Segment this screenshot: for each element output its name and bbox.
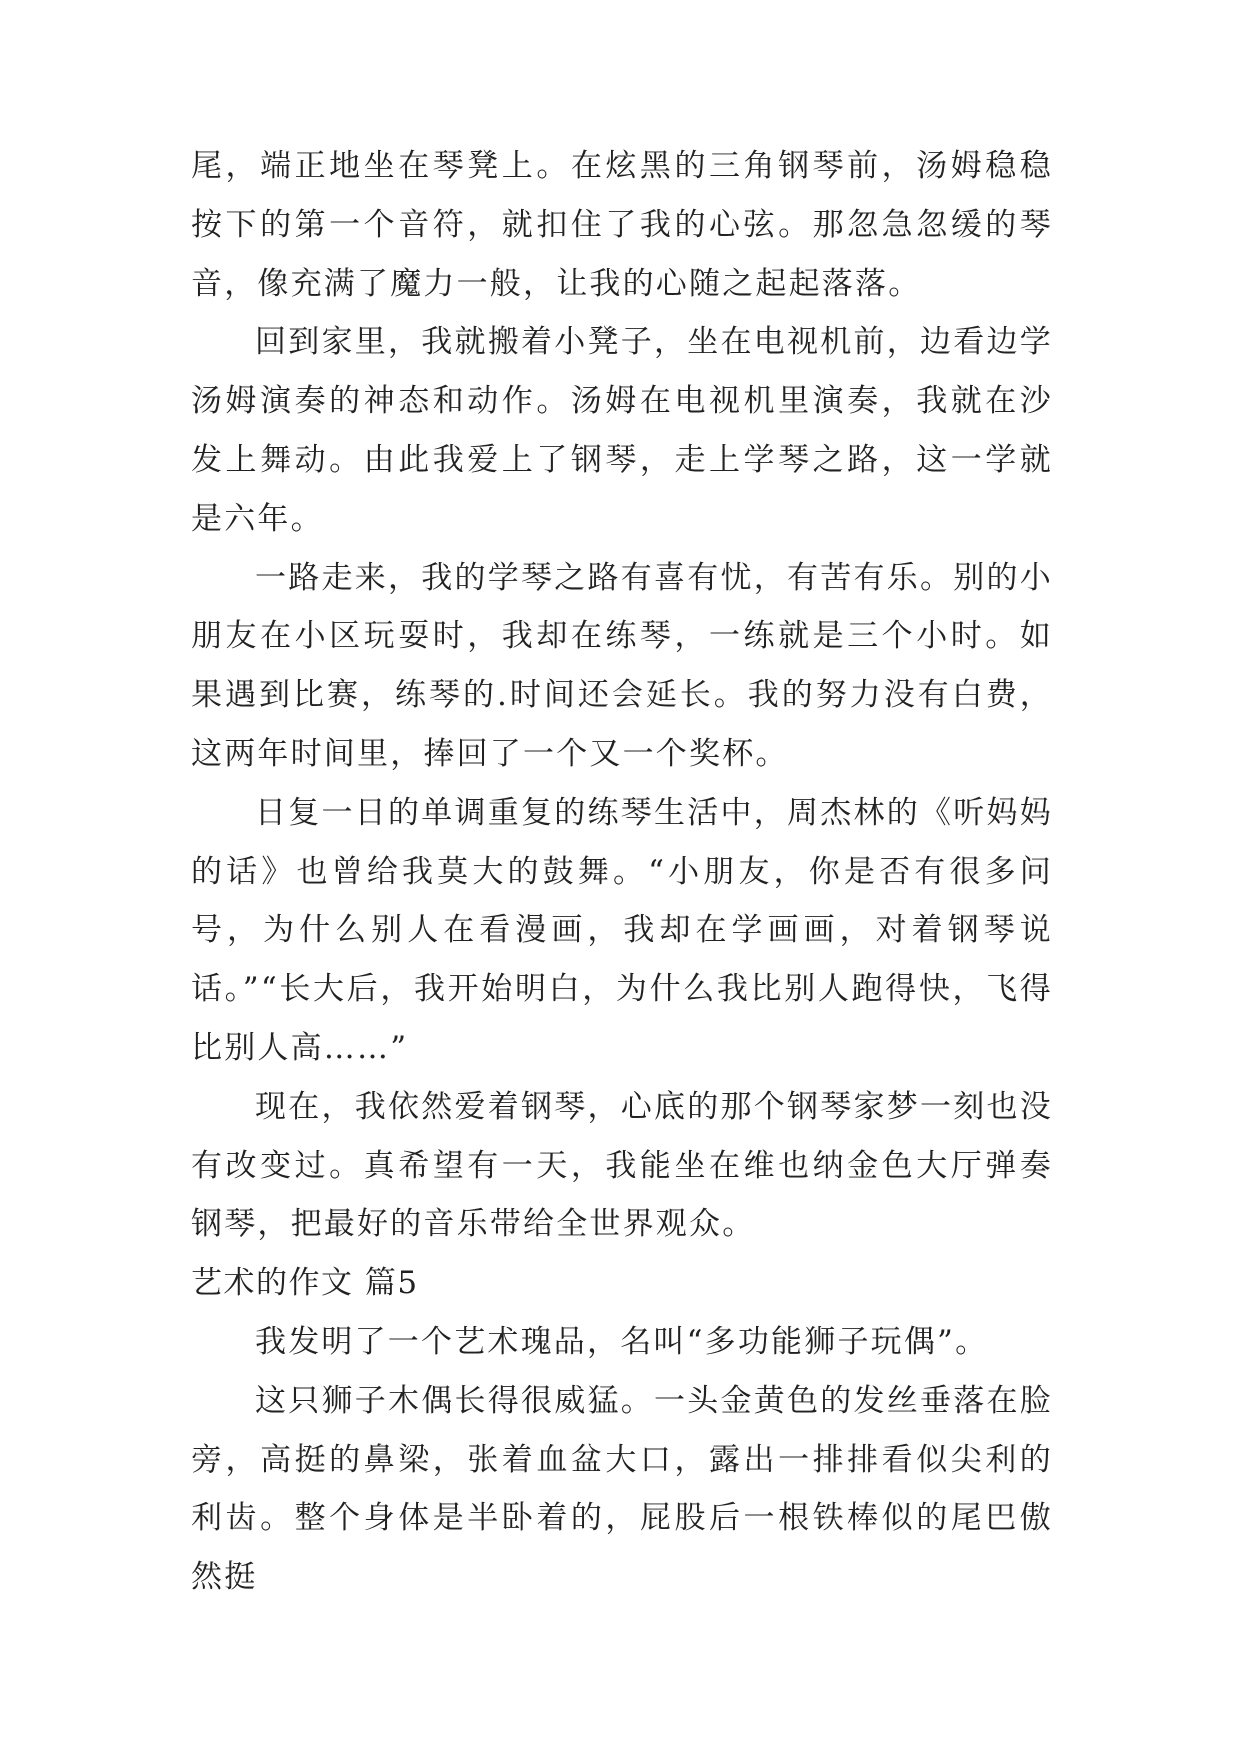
paragraph: 回到家里，我就搬着小凳子，坐在电视机前，边看边学汤姆演奏的神态和动作。汤姆在电视机里演奏，我就在沙发上舞动。由此我爱上了钢琴，走上学琴之路，这一学就是六年。 <box>191 324 1053 537</box>
paragraph: 一路走来，我的学琴之路有喜有忧，有苦有乐。别的小朋友在小区玩耍时，我却在练琴，一练就是三个小时。如果遇到比赛，练琴的.时间还会延长。我的努力没有白费，这两年时间里，捧回了一个又一个奖杯。 <box>191 559 1053 772</box>
paragraph: 现在，我依然爱着钢琴，心底的那个钢琴家梦一刻也没有改变过。真希望有一天，我能坐在维也纳金色大厅弹奏钢琴，把最好的音乐带给全世界观众。 <box>191 1088 1053 1243</box>
paragraph: 这只狮子木偶长得很威猛。一头金黄色的发丝垂落在脸旁，高挺的鼻梁，张着血盆大口，露出一排排看似尖利的利齿。整个身体是半卧着的，屁股后一根铁棒似的尾巴傲然挺 <box>191 1382 1053 1596</box>
paragraph: 日复一日的单调重复的练琴生活中，周杰林的《听妈妈的话》也曾给我莫大的鼓舞。“小朋友，你是否有很多问号，为什么别人在看漫画，我却在学画画，对着钢琴说话。”“长大后，我开始明白，为什么我比别人跑得快，飞得比别人高……” <box>191 794 1053 1066</box>
section-heading: 艺术的作文 篇5 <box>191 1265 419 1302</box>
paragraph-continued: 尾，端正地坐在琴凳上。在炫黑的三角钢琴前，汤姆稳稳按下的第一个音符，就扣住了我的心弦。那忽急忽缓的琴音，像充满了魔力一般，让我的心随之起起落落。 <box>191 148 1053 302</box>
document-body <box>191 137 1053 1607</box>
paragraph: 我发明了一个艺术瑰品，名叫“多功能狮子玩偶”。 <box>255 1323 989 1360</box>
